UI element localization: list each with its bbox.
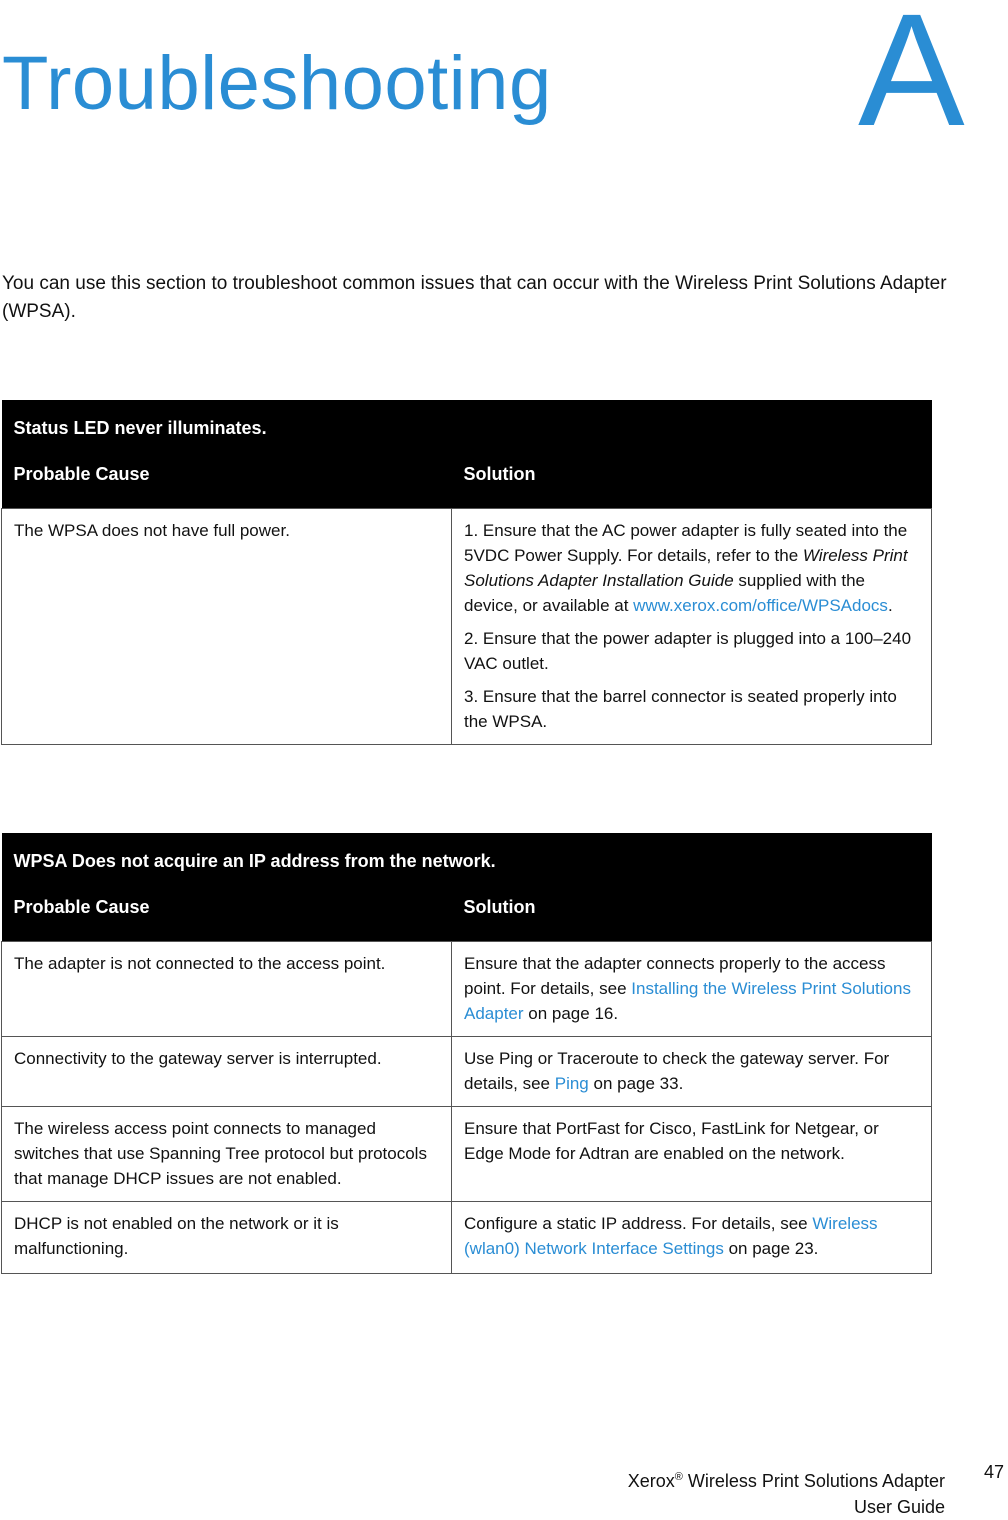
solution-step: 2. Ensure that the power adapter is plugged into a 100–240 VAC outlet.: [464, 629, 912, 673]
intro-paragraph: You can use this section to troubleshoot common issues that can occur with the Wireless Print Solutions Adapter (WPSA).: [2, 273, 947, 322]
table-row: [2, 1037, 932, 1107]
solution-cell: [452, 509, 932, 745]
guide-title: Wireless Print Solutions Adapter Installation Guide: [464, 546, 908, 590]
chapter-title: Troubleshooting: [2, 41, 552, 126]
table-row: [2, 1202, 932, 1274]
cause-cell: DHCP is not enabled on the network or it is malfunctioning.: [2, 1202, 452, 1274]
column-header-cause: Probable Cause: [2, 885, 452, 942]
solution-step: 1. Ensure that the AC power adapter is fully seated into the 5VDC Power Supply. For details, refer to the Wireless Print Solutions Adapter Installation Guide supplied with the device, or available at www.xerox.com/office/WPSAdocs.: [464, 521, 908, 615]
page-number: 47: [984, 1462, 1005, 1482]
table-row: [2, 942, 932, 1037]
wlan0-settings-link[interactable]: Wireless (wlan0) Network Interface Settings: [464, 1214, 878, 1258]
table-row: [2, 1107, 932, 1202]
footer-product: Xerox® Wireless Print Solutions Adapter: [627, 1471, 945, 1491]
installing-link[interactable]: Installing the Wireless Print Solutions Adapter: [464, 979, 911, 1023]
column-header-cause: Probable Cause: [2, 452, 452, 509]
cause-cell: The adapter is not connected to the access point.: [2, 942, 452, 1037]
cause-cell: The WPSA does not have full power.: [2, 509, 452, 745]
footer-doc-title: User Guide: [853, 1497, 945, 1517]
solution-cell: Use Ping or Traceroute to check the gateway server. For details, see Ping on page 33.: [452, 1037, 932, 1107]
cause-cell: Connectivity to the gateway server is interrupted.: [2, 1037, 452, 1107]
column-header-solution: Solution: [452, 452, 932, 509]
status-led-table: [1, 400, 932, 745]
solution-cell: Configure a static IP address. For details, see Wireless (wlan0) Network Interface Settings on page 23.: [452, 1202, 932, 1274]
column-header-solution: Solution: [452, 885, 932, 942]
solution-cell: Ensure that the adapter connects properly to the access point. For details, see Installing the Wireless Print Solutions Adapter on page 16.: [452, 942, 932, 1037]
table-caption: WPSA Does not acquire an IP address from the network.: [2, 833, 932, 885]
ping-link[interactable]: Ping: [554, 1074, 589, 1093]
chapter-letter: A: [858, 0, 965, 159]
solution-step: 3. Ensure that the barrel connector is seated properly into the WPSA.: [464, 687, 897, 731]
footer: [628, 1464, 945, 1520]
wpsadocs-link[interactable]: www.xerox.com/office/WPSAdocs: [633, 596, 888, 615]
cause-cell: The wireless access point connects to managed switches that use Spanning Tree protocol but protocols that manage DHCP issues are not enabled.: [2, 1107, 452, 1202]
table-caption: Status LED never illuminates.: [2, 400, 932, 452]
table-row: [2, 509, 932, 745]
ip-address-table: [1, 833, 932, 1274]
solution-cell: Ensure that PortFast for Cisco, FastLink for Netgear, or Edge Mode for Adtran are enabled on the network.: [452, 1107, 932, 1202]
